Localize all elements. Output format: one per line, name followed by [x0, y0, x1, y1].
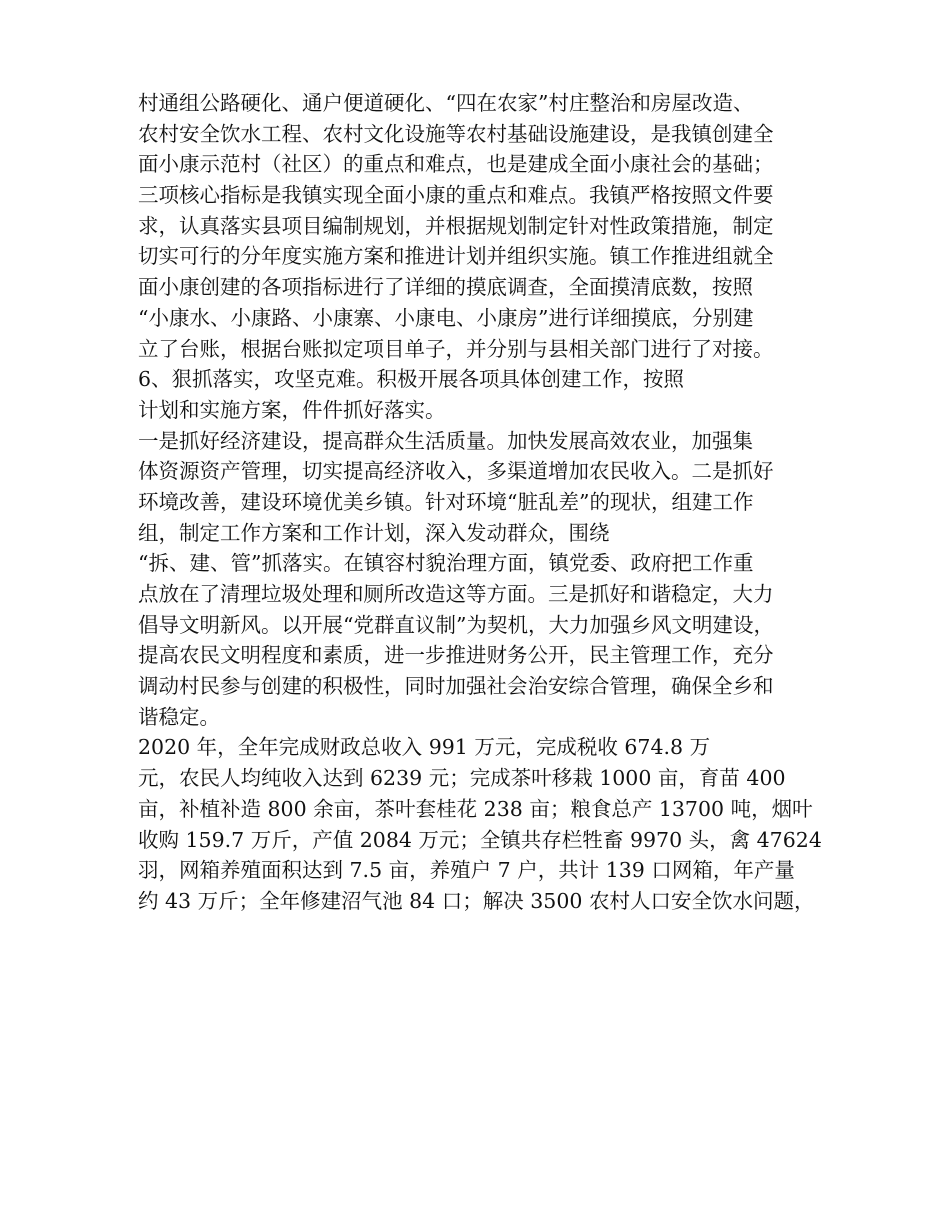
document-body — [138, 88, 838, 917]
text-line: 面小康示范村（社区）的重点和难点，也是建成全面小康社会的基础； — [138, 152, 774, 177]
text-line: 一是抓好经济建设，提高群众生活质量。加快发展高效农业，加强集 — [138, 428, 753, 453]
text-line: 倡导文明新风。以开展“党群直议制”为契机，大力加强乡风文明建设， — [138, 612, 774, 637]
text-line: 求，认真落实县项目编制规划，并根据规划制定针对性政策措施，制定 — [138, 213, 774, 238]
text-line: 体资源资产管理，切实提高经济收入，多渠道增加农民收入。二是抓好 — [138, 459, 774, 484]
text-line: 元，农民人均纯收入达到 6239 元；完成茶叶移栽 1000 亩，育苗 400 — [138, 766, 786, 791]
text-line: 点放在了清理垃圾处理和厕所改造这等方面。三是抓好和谐稳定，大力 — [138, 582, 774, 606]
text-line: “拆、建、管”抓落实。在镇容村貌治理方面，镇党委、政府把工作重 — [138, 551, 754, 576]
text-line: 三项核心指标是我镇实现全面小康的重点和难点。我镇严格按照文件要 — [138, 183, 774, 208]
text-line: 谐稳定。 — [138, 704, 220, 729]
text-line: 村通组公路硬化、通户便道硬化、“四在农家”村庄整治和房屋改造、 — [138, 91, 754, 115]
text-line: 面小康创建的各项指标进行了详细的摸底调查，全面摸清底数，按照 — [138, 275, 753, 300]
text-line: 羽，网箱养殖面积达到 7.5 亩，养殖户 7 户，共计 139 口网箱，年产量 — [138, 858, 795, 883]
text-line: 计划和实施方案，件件抓好落实。 — [138, 397, 446, 422]
text-line: 提高农民文明程度和素质，进一步推进财务公开，民主管理工作，充分 — [138, 643, 774, 668]
text-line: 组，制定工作方案和工作计划，深入发动群众，围绕 — [138, 520, 610, 545]
text-line: “小康水、小康路、小康寨、小康电、小康房”进行详细摸底，分别建 — [138, 305, 754, 330]
text-line: 2020 年，全年完成财政总收入 991 万元，完成税收 674.8 万 — [138, 735, 711, 760]
text-line: 约 43 万斤；全年修建沼气池 84 口；解决 3500 农村人口安全饮水问题， — [138, 888, 815, 913]
text-line: 亩，补植补造 800 余亩，茶叶套桂花 238 亩；粮食总产 13700 吨，烟叶 — [138, 796, 813, 821]
text-line: 农村安全饮水工程、农村文化设施等农村基础设施建设，是我镇创建全 — [138, 121, 774, 146]
text-line: 立了台账，根据台账拟定项目单子，并分别与县相关部门进行了对接。 — [138, 336, 774, 361]
text-line: 调动村民参与创建的积极性，同时加强社会治安综合管理，确保全乡和 — [138, 674, 774, 699]
text-line: 环境改善，建设环境优美乡镇。针对环境“脏乱差”的现状，组建工作 — [138, 489, 754, 514]
text-line: 切实可行的分年度实施方案和推进计划并组织实施。镇工作推进组就全 — [138, 244, 774, 269]
text-line: 6、狠抓落实，攻坚克难。积极开展各项具体创建工作，按照 — [138, 367, 685, 392]
text-line: 收购 159.7 万斤，产值 2084 万元；全镇共存栏牲畜 9970 头，禽 47624 — [138, 827, 822, 852]
